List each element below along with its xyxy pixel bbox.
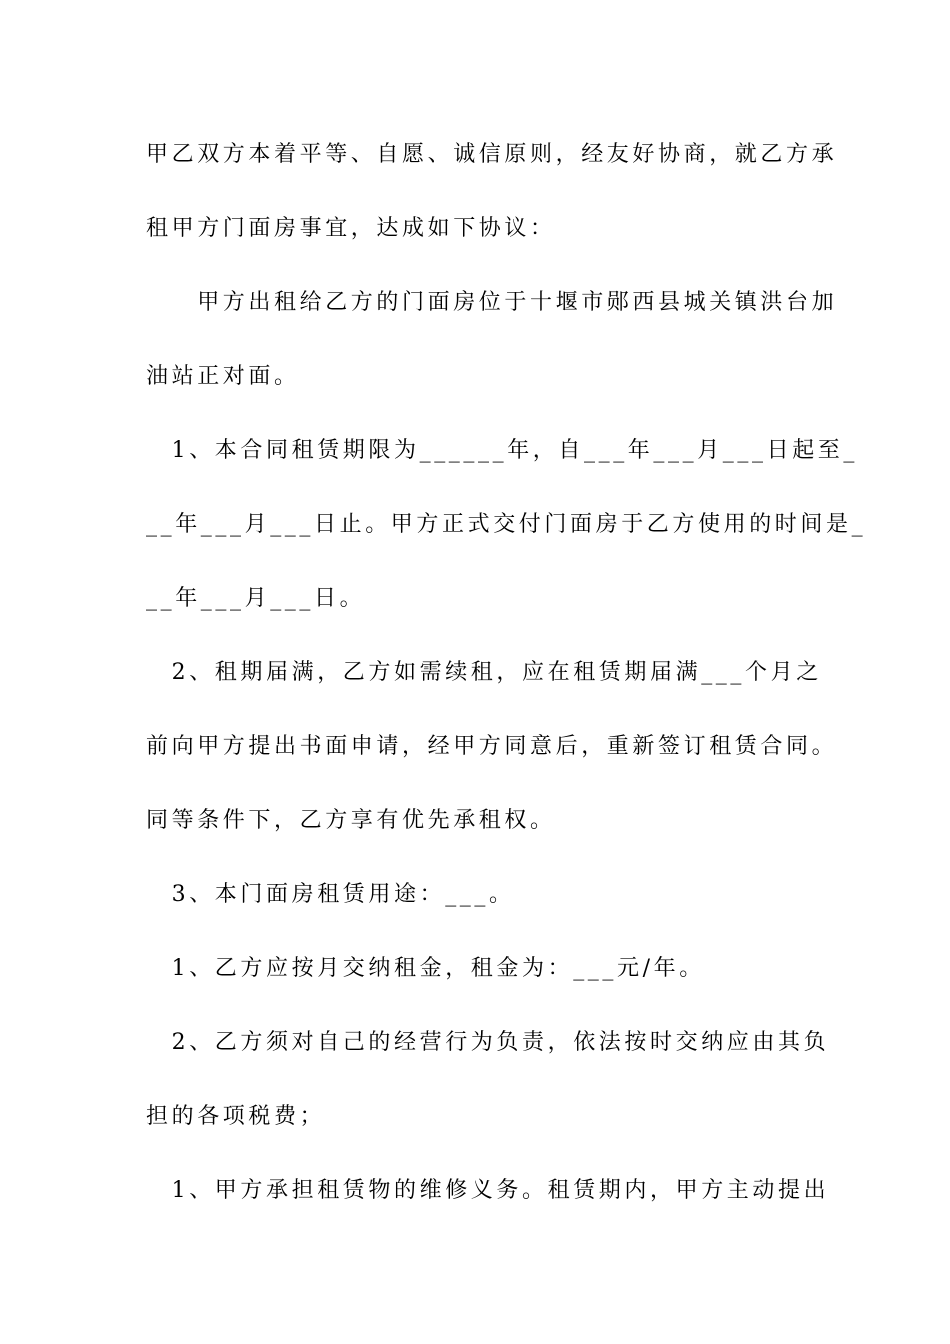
paragraph-line: 担的各项税费； [146, 1104, 326, 1129]
paragraph-line: __年___月___日止。甲方正式交付门面房于乙方使用的时间是_ [146, 512, 867, 537]
paragraph-line: 2、乙方须对自己的经营行为负责，依法按时交纳应由其负 [146, 1030, 830, 1055]
paragraph-line: 2、租期届满，乙方如需续租，应在租赁期届满___个月之 [146, 660, 822, 685]
paragraph-line: 甲乙双方本着平等、自愿、诚信原则，经友好协商，就乙方承 [146, 142, 838, 167]
paragraph-line: __年___月___日。 [146, 586, 366, 611]
paragraph-line: 甲方出租给乙方的门面房位于十堰市郧西县城关镇洪台加 [146, 290, 838, 315]
paragraph-line: 1、本合同租赁期限为______年，自___年___月___日起至_ [146, 438, 858, 463]
paragraph-line: 同等条件下，乙方享有优先承租权。 [146, 808, 556, 833]
paragraph-line: 1、乙方应按月交纳租金，租金为：___元/年。 [146, 956, 705, 981]
paragraph-line: 油站正对面。 [146, 364, 300, 389]
paragraph-line: 前向甲方提出书面申请，经甲方同意后，重新签订租赁合同。 [146, 734, 838, 759]
paragraph-line: 3、本门面房租赁用途：___。 [146, 882, 515, 907]
paragraph-line: 租甲方门面房事宜，达成如下协议： [146, 216, 556, 241]
paragraph-line: 1、甲方承担租赁物的维修义务。租赁期内，甲方主动提出 [146, 1178, 830, 1203]
